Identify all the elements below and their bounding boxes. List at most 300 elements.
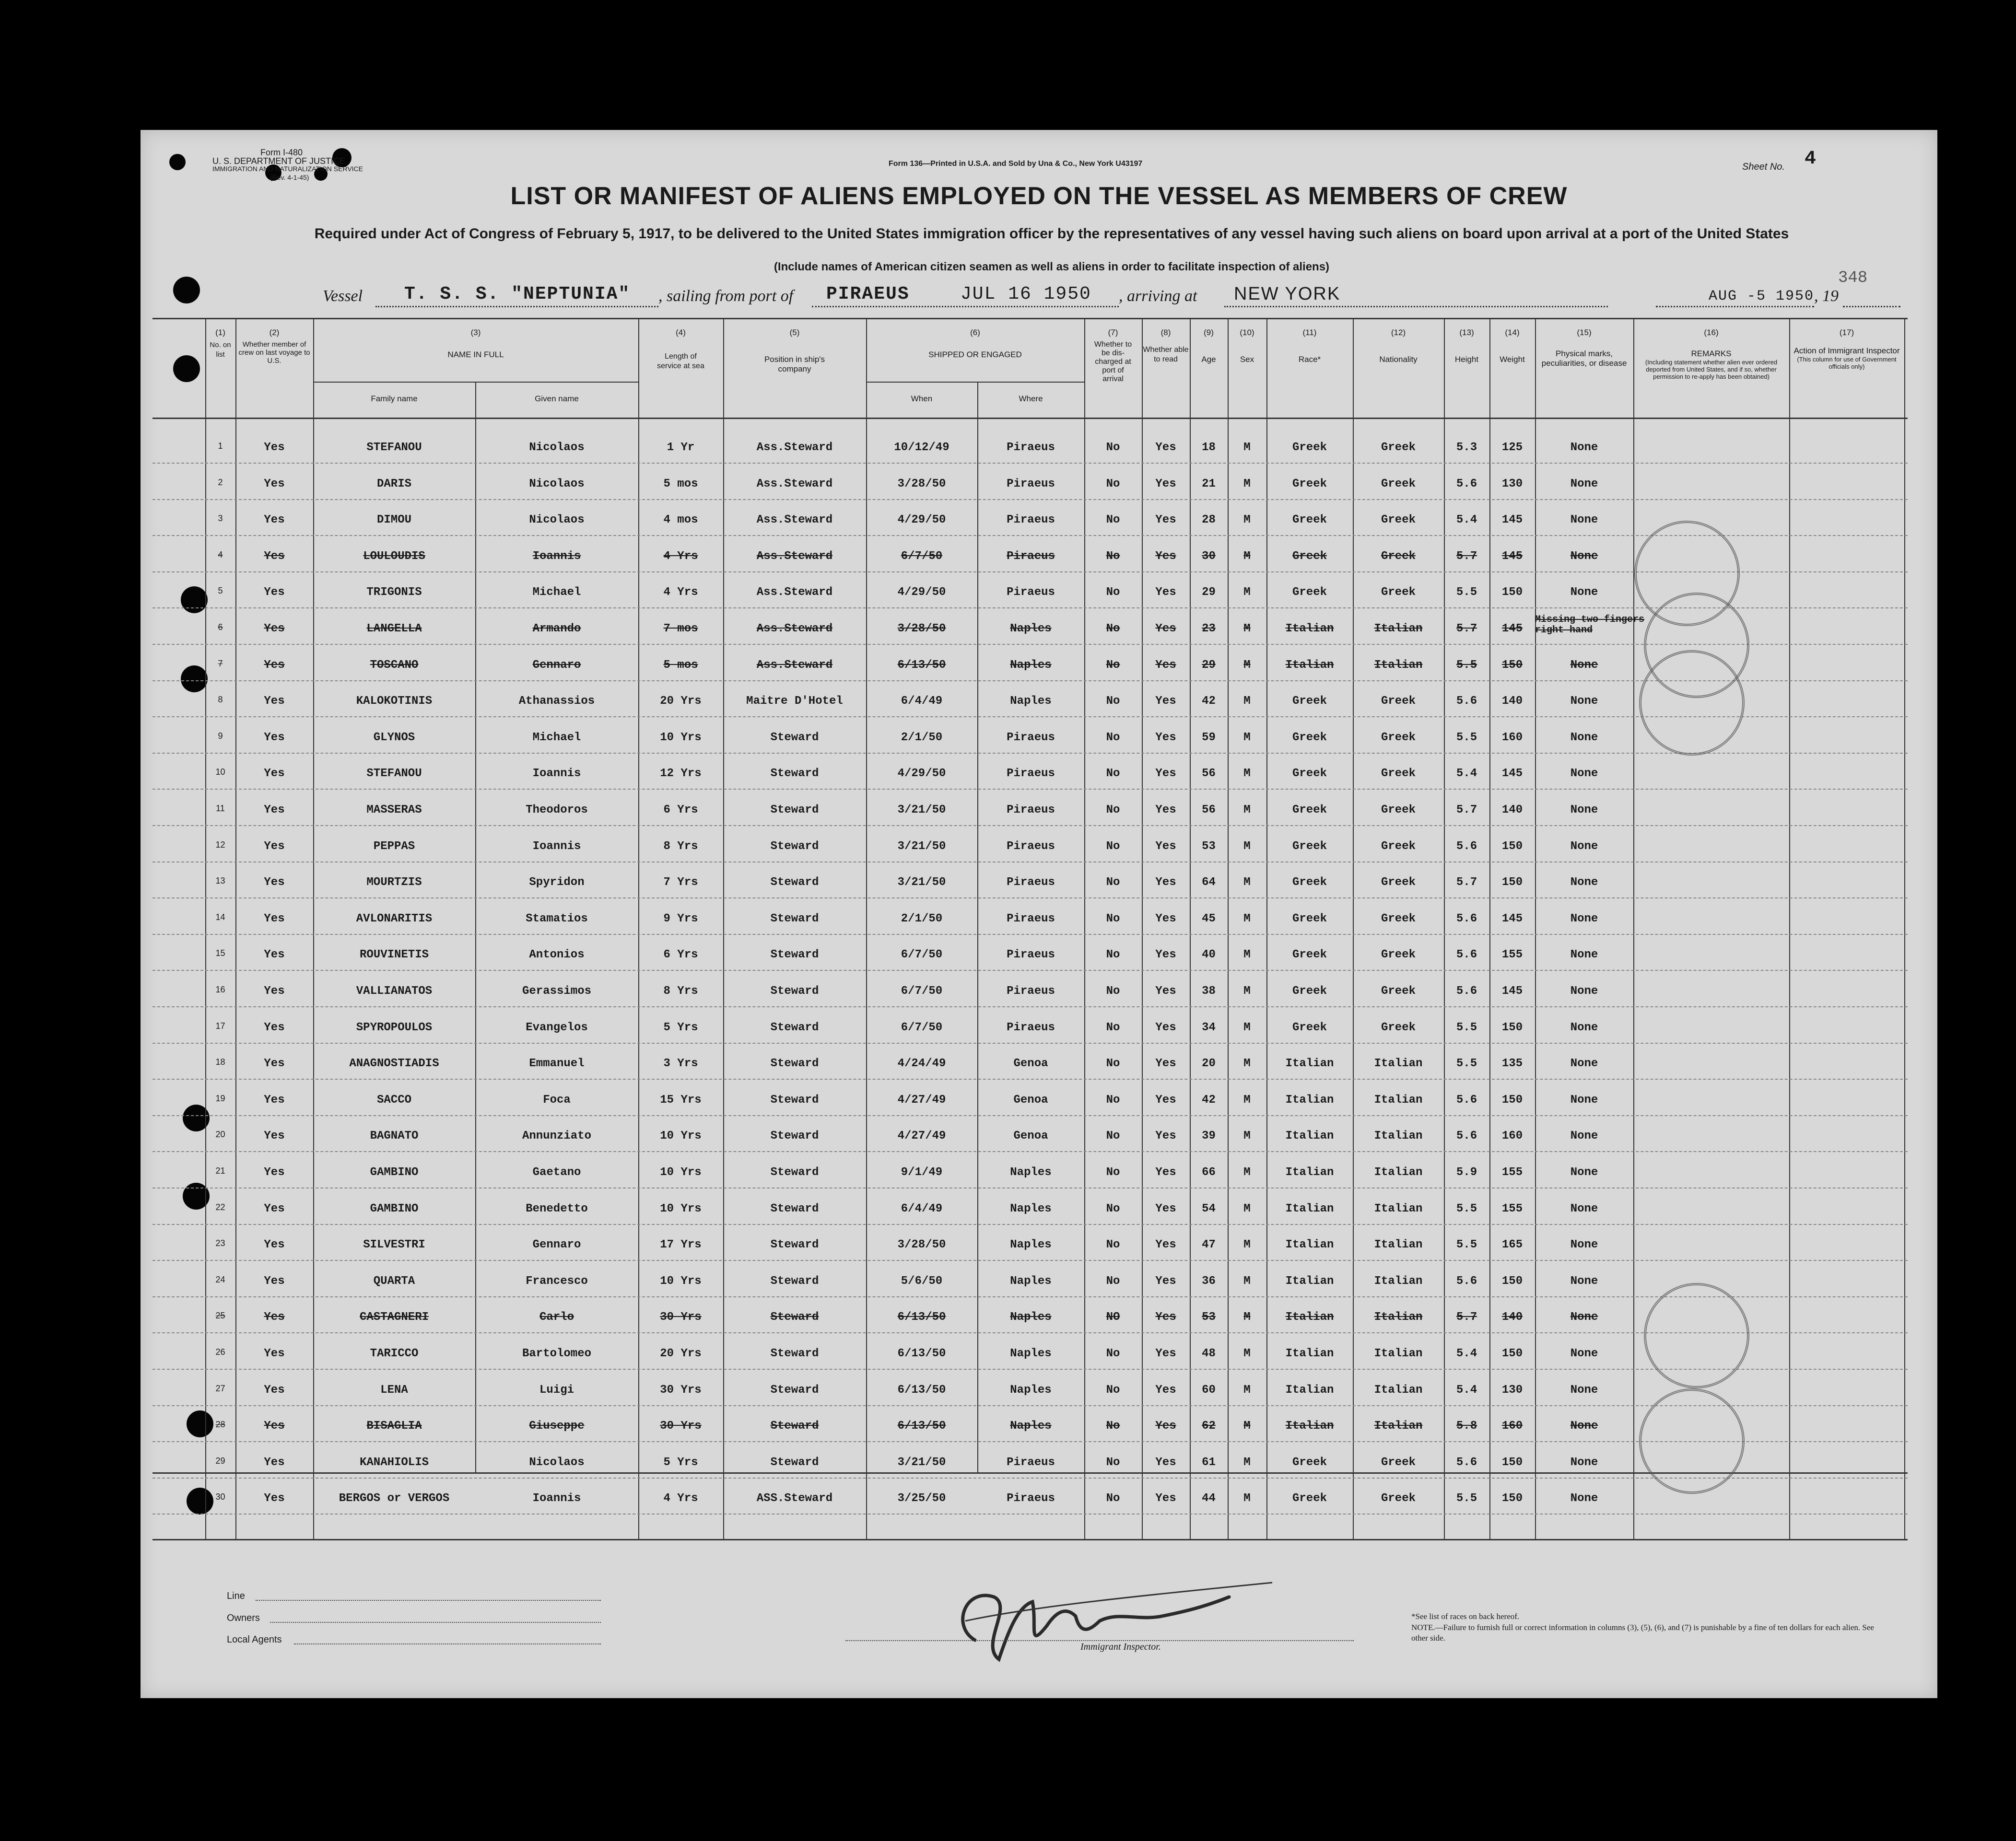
- shipped-when-cell: 6/4/49: [901, 695, 943, 708]
- crew-last-voyage-cell: Yes: [264, 767, 285, 781]
- row-rule: [152, 1043, 1908, 1044]
- age-cell: 45: [1202, 912, 1216, 925]
- nationality-cell: Greek: [1381, 948, 1416, 962]
- row-number-cell: 24: [215, 1274, 225, 1284]
- vessel-label: Vessel: [323, 287, 363, 305]
- given-name-cell: Foca: [543, 1093, 571, 1107]
- height-cell: 5.6: [1456, 948, 1477, 962]
- crew-last-voyage-cell: Yes: [264, 1383, 285, 1397]
- file-number-stamp: 348: [1838, 269, 1868, 287]
- position-cell: Steward: [770, 1420, 819, 1433]
- crew-last-voyage-cell: Yes: [264, 1238, 285, 1252]
- service-length-cell: 5 Yrs: [663, 1456, 698, 1469]
- age-cell: 48: [1202, 1347, 1216, 1360]
- race-cell: Greek: [1292, 477, 1327, 490]
- crew-last-voyage-cell: Yes: [264, 513, 285, 527]
- punch-hole: [173, 277, 200, 303]
- col-17-header: (17) Action of Immigrant Inspector (This column for use of Government officials only): [1793, 328, 1900, 370]
- where-header: Where: [1019, 394, 1043, 403]
- nationality-cell: Greek: [1381, 477, 1416, 490]
- race-cell: Italian: [1285, 1130, 1334, 1143]
- given-name-cell: Evangelos: [526, 1021, 588, 1034]
- race-cell: Italian: [1285, 1238, 1334, 1252]
- shipped-when-cell: 2/1/50: [901, 912, 943, 925]
- row-rule: [152, 753, 1908, 754]
- table-row: [152, 972, 1908, 1008]
- nationality-cell: Greek: [1381, 513, 1416, 527]
- nationality-cell: Greek: [1381, 1456, 1416, 1469]
- page-title: LIST OR MANIFEST OF ALIENS EMPLOYED ON THE VESSEL AS MEMBERS OF CREW: [510, 182, 1568, 210]
- shipped-when-cell: 6/13/50: [897, 1383, 946, 1397]
- table-row: [152, 1190, 1908, 1226]
- shipped-where-cell: Naples: [1010, 658, 1052, 672]
- row-number-cell: 14: [215, 912, 225, 922]
- shipped-where-cell: Piraeus: [1007, 912, 1055, 925]
- race-cell: Greek: [1292, 767, 1327, 781]
- given-name-cell: Gennaro: [532, 658, 581, 672]
- weight-cell: 150: [1501, 1456, 1523, 1469]
- local-agents-label: Local Agents: [227, 1634, 282, 1645]
- col-13-header: (13) Height: [1454, 328, 1479, 364]
- height-cell: 5.6: [1456, 1456, 1477, 1469]
- weight-cell: 145: [1501, 912, 1523, 925]
- height-cell: 5.5: [1456, 1057, 1477, 1071]
- position-cell: Ass.Steward: [756, 658, 833, 672]
- table-row: [152, 1154, 1908, 1189]
- shipped-when-cell: 4/24/49: [897, 1057, 946, 1071]
- family-name-cell: TOSCANO: [370, 658, 419, 672]
- physical-marks-cell: None: [1570, 1057, 1598, 1071]
- table-row: [152, 1045, 1908, 1081]
- race-cell: Italian: [1285, 1274, 1334, 1288]
- weight-cell: 160: [1501, 1130, 1523, 1143]
- row-rule: [152, 897, 1908, 898]
- age-cell: 40: [1202, 948, 1216, 962]
- height-cell: 5.4: [1456, 1383, 1477, 1397]
- race-cell: Italian: [1285, 1420, 1334, 1433]
- height-cell: 5.3: [1456, 441, 1477, 454]
- position-cell: Maitre D'Hotel: [746, 695, 843, 708]
- discharged-cell: No: [1106, 1420, 1120, 1433]
- able-to-read-cell: Yes: [1155, 1093, 1176, 1107]
- height-cell: 5.7: [1456, 876, 1477, 889]
- given-name-cell: Emmanuel: [529, 1057, 585, 1071]
- shipped-when-cell: 6/13/50: [897, 658, 946, 672]
- position-cell: Steward: [770, 839, 819, 853]
- shipped-where-cell: Piraeus: [1007, 477, 1055, 490]
- sheet-label: Sheet No.: [1742, 162, 1785, 172]
- race-cell: Greek: [1292, 876, 1327, 889]
- shipped-when-cell: 2/1/50: [901, 731, 943, 744]
- row-rule: [152, 1296, 1908, 1297]
- physical-marks-cell: None: [1570, 1238, 1598, 1252]
- physical-marks-cell: None: [1570, 912, 1598, 925]
- crew-last-voyage-cell: Yes: [264, 912, 285, 925]
- shipped-where-cell: Piraeus: [1007, 876, 1055, 889]
- service-length-cell: 12 Yrs: [660, 767, 702, 781]
- shipped-where-cell: Piraeus: [1007, 1021, 1055, 1034]
- able-to-read-cell: Yes: [1155, 1057, 1176, 1071]
- crew-last-voyage-cell: Yes: [264, 1166, 285, 1179]
- col-7-header: (7) Whether to be dis-charged at port of arrival: [1094, 328, 1132, 383]
- height-cell: 5.5: [1456, 731, 1477, 744]
- owners-label: Owners: [227, 1613, 260, 1623]
- physical-marks-cell: None: [1570, 1093, 1598, 1107]
- crew-last-voyage-cell: Yes: [264, 1021, 285, 1034]
- physical-marks-cell: None: [1570, 549, 1598, 563]
- service-length-cell: 30 Yrs: [660, 1383, 702, 1397]
- position-cell: Ass.Steward: [756, 549, 833, 563]
- discharged-cell: No: [1106, 912, 1120, 925]
- sex-cell: M: [1243, 1420, 1251, 1433]
- given-name-cell: Gerassimos: [522, 985, 592, 998]
- weight-cell: 145: [1501, 767, 1523, 781]
- crew-last-voyage-cell: Yes: [264, 1347, 285, 1360]
- col-1-header: (1) No. on list: [210, 328, 231, 359]
- sex-cell: M: [1243, 1311, 1251, 1324]
- family-name-cell: BISAGLIA: [366, 1420, 422, 1433]
- given-name-header: Given name: [535, 394, 579, 403]
- family-name-cell: VALLIANATOS: [356, 985, 433, 998]
- position-cell: Steward: [770, 1238, 819, 1252]
- position-cell: Steward: [770, 1057, 819, 1071]
- shipped-when-cell: 3/21/50: [897, 876, 946, 889]
- row-rule: [152, 1006, 1908, 1007]
- crew-last-voyage-cell: Yes: [264, 1456, 285, 1469]
- age-cell: 66: [1202, 1166, 1216, 1179]
- sex-cell: M: [1243, 1274, 1251, 1288]
- age-cell: 28: [1202, 513, 1216, 527]
- shipped-when-cell: 3/21/50: [897, 1456, 946, 1469]
- weight-cell: 150: [1501, 1274, 1523, 1288]
- table-row: [152, 1262, 1908, 1298]
- shipped-where-cell: Naples: [1010, 695, 1052, 708]
- inspection-stamp: [1639, 1388, 1745, 1494]
- col-10-header: (10) Sex: [1240, 328, 1254, 364]
- table-row: [152, 429, 1908, 465]
- race-cell: Greek: [1292, 912, 1327, 925]
- family-name-cell: LANGELLA: [366, 622, 422, 635]
- shipped-where-cell: Piraeus: [1007, 441, 1055, 454]
- shipped-when-cell: 6/7/50: [901, 985, 943, 998]
- height-cell: 5.7: [1456, 622, 1477, 635]
- shipped-when-cell: 3/28/50: [897, 477, 946, 490]
- sex-cell: M: [1243, 477, 1251, 490]
- position-cell: Steward: [770, 1311, 819, 1324]
- age-cell: 29: [1202, 658, 1216, 672]
- discharged-cell: No: [1106, 1383, 1120, 1397]
- physical-marks-cell: None: [1570, 1311, 1598, 1324]
- able-to-read-cell: Yes: [1155, 1456, 1176, 1469]
- able-to-read-cell: Yes: [1155, 912, 1176, 925]
- family-name-cell: KANAHIOLIS: [359, 1456, 429, 1469]
- row-rule: [152, 1369, 1908, 1370]
- crew-last-voyage-cell: Yes: [264, 658, 285, 672]
- table-row: [152, 827, 1908, 863]
- family-name-cell: MASSERAS: [366, 804, 422, 816]
- discharged-cell: No: [1106, 513, 1120, 527]
- height-cell: 5.6: [1456, 839, 1477, 853]
- sex-cell: M: [1243, 513, 1251, 527]
- given-name-cell: Stamatios: [526, 912, 588, 925]
- crew-last-voyage-cell: Yes: [264, 1202, 285, 1215]
- crew-last-voyage-cell: Yes: [264, 1274, 285, 1288]
- physical-marks-cell: None: [1570, 695, 1598, 708]
- row-rule: [152, 825, 1908, 826]
- crew-last-voyage-cell: Yes: [264, 586, 285, 599]
- family-name-cell: CASTAGNERI: [359, 1311, 429, 1324]
- service-length-cell: 20 Yrs: [660, 1347, 702, 1360]
- shipped-when-cell: 4/29/50: [897, 767, 946, 781]
- row-number-cell: 6: [218, 622, 223, 632]
- crew-last-voyage-cell: Yes: [264, 1093, 285, 1107]
- shipped-where-cell: Naples: [1010, 1166, 1052, 1179]
- nationality-cell: Greek: [1381, 549, 1416, 563]
- service-length-cell: 10 Yrs: [660, 1202, 702, 1215]
- age-cell: 20: [1202, 1057, 1216, 1071]
- sex-cell: M: [1243, 1057, 1251, 1071]
- crew-last-voyage-cell: Yes: [264, 549, 285, 563]
- row-number-cell: 10: [215, 767, 225, 777]
- age-cell: 42: [1202, 695, 1216, 708]
- table-row: [152, 863, 1908, 899]
- service-length-cell: 4 Yrs: [663, 549, 698, 563]
- shipped-when-cell: 6/13/50: [897, 1347, 946, 1360]
- able-to-read-cell: Yes: [1155, 1021, 1176, 1034]
- table-row: [152, 1081, 1908, 1117]
- shipped-where-cell: Piraeus: [1007, 804, 1055, 816]
- weight-cell: 150: [1501, 658, 1523, 672]
- nationality-cell: Italian: [1374, 1383, 1423, 1397]
- row-rule: [152, 1405, 1908, 1406]
- nationality-cell: Italian: [1374, 1347, 1423, 1360]
- given-name-cell: Ioannis: [532, 767, 581, 781]
- sex-cell: M: [1243, 1093, 1251, 1107]
- height-cell: 5.9: [1456, 1166, 1477, 1179]
- position-cell: Steward: [770, 1274, 819, 1288]
- when-header: When: [911, 394, 933, 403]
- age-cell: 29: [1202, 586, 1216, 599]
- form-id: Form I-480: [260, 148, 303, 157]
- table-row: [152, 1117, 1908, 1153]
- row-rule: [152, 1224, 1908, 1225]
- physical-marks-cell: None: [1570, 441, 1598, 454]
- family-name-cell: PEPPAS: [373, 839, 415, 853]
- age-cell: 42: [1202, 1093, 1216, 1107]
- physical-marks-cell: None: [1570, 948, 1598, 962]
- height-cell: 5.6: [1456, 912, 1477, 925]
- physical-marks-cell: None: [1570, 1456, 1598, 1469]
- discharged-cell: No: [1106, 477, 1120, 490]
- able-to-read-cell: Yes: [1155, 1202, 1176, 1215]
- discharged-cell: No: [1106, 876, 1120, 889]
- nationality-cell: Greek: [1381, 839, 1416, 853]
- sex-cell: M: [1243, 441, 1251, 454]
- weight-cell: 150: [1501, 839, 1523, 853]
- position-cell: Steward: [770, 1130, 819, 1143]
- shipped-where-cell: Piraeus: [1007, 586, 1055, 599]
- discharged-cell: No: [1106, 1166, 1120, 1179]
- physical-marks-cell: Missing two fingers right hand: [1535, 614, 1645, 636]
- shipped-where-cell: Naples: [1010, 1311, 1052, 1324]
- crew-last-voyage-cell: Yes: [264, 804, 285, 816]
- age-cell: 64: [1202, 876, 1216, 889]
- physical-marks-cell: None: [1570, 985, 1598, 998]
- row-number-cell: 23: [215, 1238, 225, 1248]
- physical-marks-cell: None: [1570, 1347, 1598, 1360]
- height-cell: 5.5: [1456, 586, 1477, 599]
- service-length-cell: 10 Yrs: [660, 1130, 702, 1143]
- given-name-cell: Spyridon: [529, 876, 585, 889]
- table-row: [152, 501, 1908, 537]
- age-cell: 21: [1202, 477, 1216, 490]
- age-cell: 38: [1202, 985, 1216, 998]
- physical-marks-cell: None: [1570, 1492, 1598, 1505]
- weight-cell: 165: [1501, 1238, 1523, 1252]
- row-rule: [152, 789, 1908, 790]
- sex-cell: M: [1243, 767, 1251, 781]
- position-cell: ASS.Steward: [756, 1492, 833, 1505]
- inspection-stamp: [1639, 650, 1745, 756]
- crew-last-voyage-cell: Yes: [264, 948, 285, 962]
- weight-cell: 140: [1501, 804, 1523, 816]
- shipped-where-cell: Naples: [1010, 1383, 1052, 1397]
- service-length-cell: 10 Yrs: [660, 1274, 702, 1288]
- weight-cell: 125: [1501, 441, 1523, 454]
- row-rule: [152, 1514, 1908, 1515]
- physical-marks-cell: None: [1570, 1383, 1598, 1397]
- position-cell: Steward: [770, 985, 819, 998]
- age-cell: 23: [1202, 622, 1216, 635]
- able-to-read-cell: Yes: [1155, 658, 1176, 672]
- discharged-cell: No: [1106, 549, 1120, 563]
- given-name-cell: Nicolaos: [529, 513, 585, 527]
- race-cell: Italian: [1285, 1166, 1334, 1179]
- discharged-cell: No: [1106, 985, 1120, 998]
- crew-last-voyage-cell: Yes: [264, 1130, 285, 1143]
- row-number-cell: 21: [215, 1166, 225, 1176]
- sex-cell: M: [1243, 622, 1251, 635]
- family-name-cell: STEFANOU: [366, 441, 422, 454]
- able-to-read-cell: Yes: [1155, 1420, 1176, 1433]
- weight-cell: 135: [1501, 1057, 1523, 1071]
- position-cell: Steward: [770, 1166, 819, 1179]
- crew-last-voyage-cell: Yes: [264, 731, 285, 744]
- sex-cell: M: [1243, 948, 1251, 962]
- weight-cell: 140: [1501, 1311, 1523, 1324]
- physical-marks-cell: None: [1570, 1274, 1598, 1288]
- row-number-cell: 9: [218, 731, 223, 741]
- discharged-cell: No: [1106, 658, 1120, 672]
- service-length-cell: 7 mos: [663, 622, 698, 635]
- crew-last-voyage-cell: Yes: [264, 1311, 285, 1324]
- discharged-cell: No: [1106, 948, 1120, 962]
- voyage-line: [323, 283, 1905, 307]
- weight-cell: 140: [1501, 695, 1523, 708]
- shipped-when-cell: 6/7/50: [901, 549, 943, 563]
- crew-last-voyage-cell: Yes: [264, 1420, 285, 1433]
- physical-marks-cell: None: [1570, 804, 1598, 816]
- row-number-cell: 7: [218, 658, 223, 668]
- sex-cell: M: [1243, 876, 1251, 889]
- able-to-read-cell: Yes: [1155, 731, 1176, 744]
- page-subtitle: Required under Act of Congress of February 5, 1917, to be delivered to the United States immigration officer by the representatives of any vessel having such aliens on board upon arrival at a port of the United States: [314, 226, 1789, 242]
- shipped-when-cell: 9/1/49: [901, 1166, 943, 1179]
- col-11-header: (11) Race*: [1298, 328, 1321, 364]
- sex-cell: M: [1243, 549, 1251, 563]
- shipped-where-cell: Naples: [1010, 1274, 1052, 1288]
- sex-cell: M: [1243, 1383, 1251, 1397]
- age-cell: 59: [1202, 731, 1216, 744]
- shipped-when-cell: 6/4/49: [901, 1202, 943, 1215]
- inspector-signature: [937, 1568, 1282, 1674]
- col-9-header: (9) Age: [1201, 328, 1216, 364]
- able-to-read-cell: Yes: [1155, 1347, 1176, 1360]
- weight-cell: 160: [1501, 1420, 1523, 1433]
- able-to-read-cell: Yes: [1155, 767, 1176, 781]
- crew-last-voyage-cell: Yes: [264, 1057, 285, 1071]
- height-cell: 5.5: [1456, 1202, 1477, 1215]
- penalty-note: NOTE.—Failure to furnish full or correct information in columns (3), (5), (6), and (7) is punishable by a fine of ten dollars for each alien. See other side.: [1411, 1623, 1874, 1643]
- race-cell: Italian: [1285, 1093, 1334, 1107]
- family-name-cell: DIMOU: [376, 513, 411, 527]
- arrival-date: AUG -5 1950: [1709, 288, 1815, 304]
- nationality-cell: Italian: [1374, 1057, 1423, 1071]
- given-name-cell: Michael: [532, 586, 581, 599]
- given-name-cell: Nicolaos: [529, 441, 585, 454]
- nationality-cell: Greek: [1381, 586, 1416, 599]
- position-cell: Steward: [770, 1021, 819, 1034]
- sex-cell: M: [1243, 1492, 1251, 1505]
- service-length-cell: 4 Yrs: [663, 586, 698, 599]
- sailing-label: , sailing from port of: [658, 287, 794, 305]
- given-name-cell: Armando: [532, 622, 581, 635]
- given-name-cell: Nicolaos: [529, 1456, 585, 1469]
- page-subtitle-note: (Include names of American citizen seamen as well as aliens in order to facilitate inspection of aliens): [774, 260, 1330, 273]
- race-cell: Greek: [1292, 985, 1327, 998]
- physical-marks-cell: None: [1570, 1202, 1598, 1215]
- given-name-cell: Benedetto: [526, 1202, 588, 1215]
- height-cell: 5.6: [1456, 1130, 1477, 1143]
- weight-cell: 150: [1501, 1492, 1523, 1505]
- col-6-header: (6) SHIPPED OR ENGAGED: [928, 328, 1022, 359]
- able-to-read-cell: Yes: [1155, 1238, 1176, 1252]
- discharged-cell: No: [1106, 1202, 1120, 1215]
- height-cell: 5.6: [1456, 477, 1477, 490]
- position-cell: Steward: [770, 876, 819, 889]
- able-to-read-cell: Yes: [1155, 513, 1176, 527]
- nationality-cell: Italian: [1374, 1130, 1423, 1143]
- position-cell: Steward: [770, 767, 819, 781]
- row-rule: [152, 934, 1908, 935]
- service-length-cell: 15 Yrs: [660, 1093, 702, 1107]
- nationality-cell: Greek: [1381, 876, 1416, 889]
- row-rule: [152, 607, 1908, 608]
- race-cell: Greek: [1292, 839, 1327, 853]
- age-cell: 62: [1202, 1420, 1216, 1433]
- service-length-cell: 8 Yrs: [663, 985, 698, 998]
- race-cell: Italian: [1285, 1057, 1334, 1071]
- col-2-header: (2) Whether member of crew on last voyage to U.S.: [238, 328, 310, 365]
- row-number-cell: 12: [215, 839, 225, 850]
- shipped-when-cell: 4/27/49: [897, 1130, 946, 1143]
- punch-hole: [169, 154, 186, 170]
- family-name-cell: KALOKOTINIS: [356, 695, 433, 708]
- shipped-when-cell: 6/7/50: [901, 1021, 943, 1034]
- row-number-cell: 30: [215, 1492, 225, 1502]
- row-number-cell: 4: [218, 549, 223, 559]
- given-name-cell: Ioannis: [532, 1492, 581, 1505]
